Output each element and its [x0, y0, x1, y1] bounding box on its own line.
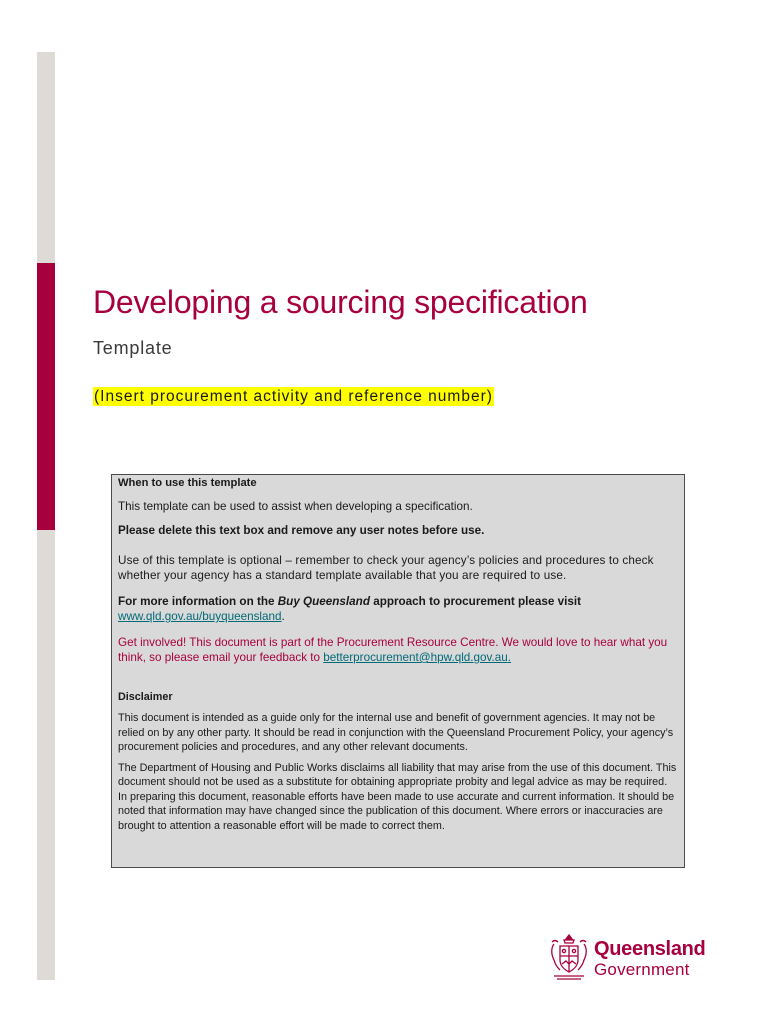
when-to-use-heading: When to use this template — [118, 477, 257, 489]
disclaimer-paragraph-2: The Department of Housing and Public Works disclaims all liability that may arise from the use of this document. This document should not be used as a substitute for obtaining appropriate probity and legal advice as may be required. In preparing this document, reasonable efforts have been made to use accurate and current information. It should be noted that information may have changed since the publication of this document. Where errors or inaccuracies are brought to attention a reasonable effort will be made to correct them. — [118, 761, 677, 832]
side-bar-accent — [37, 263, 55, 530]
logo-text-queensland: Queensland — [594, 938, 706, 960]
feedback-text: Get involved! This document is part of the Procurement Resource Centre. We would love to hear what you think, so please email your feedback to betterprocurement@hpw.qld.gov.au. — [118, 635, 668, 664]
document-title: Developing a sourcing specification — [93, 284, 588, 320]
more-info-text: For more information on the Buy Queensland approach to procurement please visit — [118, 594, 582, 608]
buy-queensland-emphasis: Buy Queensland — [277, 594, 370, 608]
delete-box-note: Please delete this text box and remove any user notes before use. — [118, 524, 485, 537]
queensland-government-logo — [548, 932, 718, 982]
logo-text-government: Government — [594, 960, 690, 979]
disclaimer-heading: Disclaimer — [118, 690, 173, 703]
instruction-text-box — [111, 474, 685, 868]
disclaimer-paragraph-1: This document is intended as a guide only for the internal use and benefit of government agencies. It may not be relied on by any other party. It should be read in conjunction with the Queensland Procurement Policy, your agency’s procurement policies and procedures, and any other relevant documents. — [118, 712, 674, 753]
more-info-link-line: www.qld.gov.au/buyqueensland. — [118, 610, 285, 623]
when-to-use-text: This template can be used to assist when developing a specification. — [118, 499, 473, 513]
feedback-email-link[interactable]: betterprocurement@hpw.qld.gov.au — [323, 651, 508, 664]
document-subtitle: Template — [93, 338, 173, 358]
reference-placeholder — [93, 388, 494, 406]
queensland-coat-of-arms-icon — [548, 932, 590, 982]
highlighted-reference-text: (Insert procurement activity and reference number) — [94, 388, 493, 405]
optional-use-text: Use of this template is optional – remember to check your agency’s policies and procedures to check whether your agency has a standard template available that you are required to use. — [118, 553, 654, 582]
buy-queensland-link[interactable]: www.qld.gov.au/buyqueensland — [118, 610, 282, 623]
